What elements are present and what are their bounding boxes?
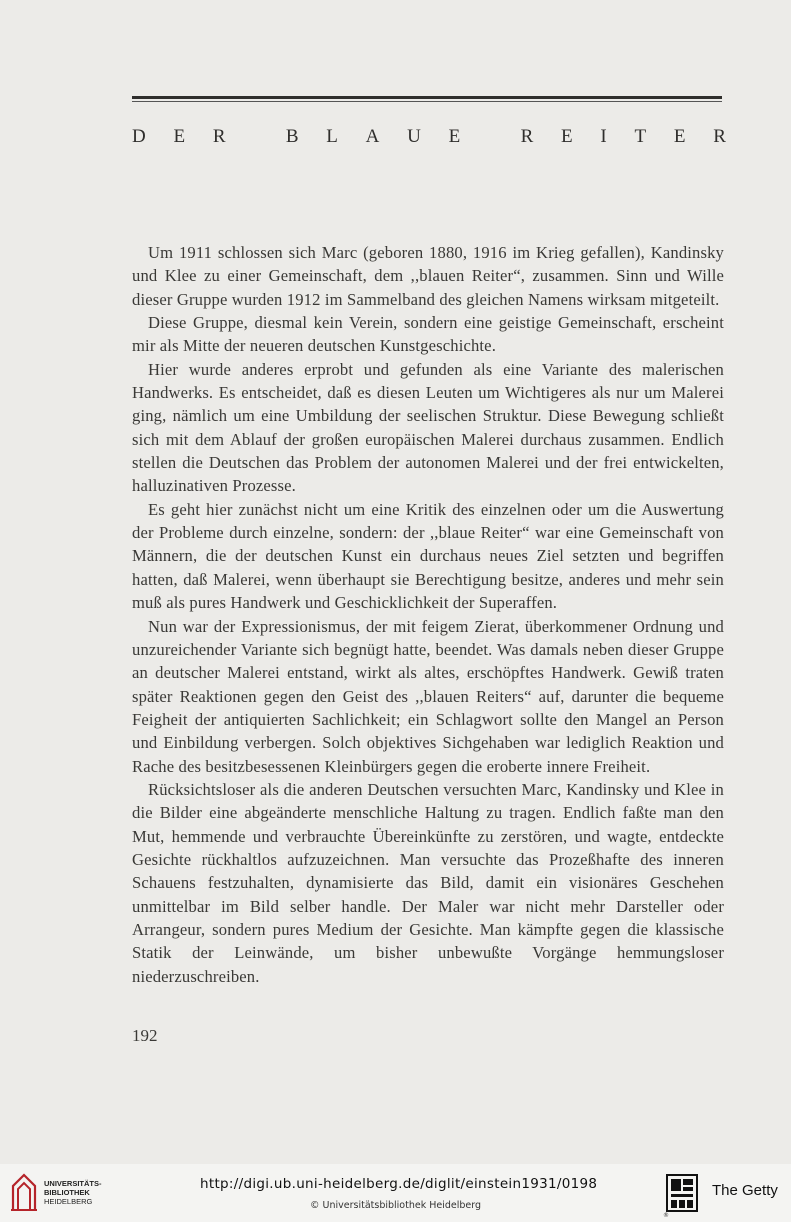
paragraph: Diese Gruppe, diesmal kein Verein, sondern eine geistige Gemeinschaft, erscheint mir als Mitte der neueren deutschen Kunstgeschichte. — [132, 313, 724, 356]
title-letter: L — [326, 126, 338, 147]
getty-logo-icon — [666, 1174, 698, 1212]
title-letter: T — [634, 126, 647, 147]
title-gap — [488, 126, 493, 148]
title-letter: R — [713, 126, 726, 147]
title-gap — [253, 126, 258, 148]
title-letter: D — [132, 126, 146, 147]
getty-name: The Getty — [712, 1182, 778, 1199]
paragraph: Hier wurde anderes erprobt und gefunden als eine Variante des malerischen Handwerks. Es entscheidet, daß es diesen Leuten um Wichtigeres als nur um Malerei ging, nämlich um eine Umbildung der seelischen Struktur. Diese Bewegung schließt sich mit dem Ablauf der großen europäischen Malerei durchaus zusammen. Endlich stellen die Deutschen das Problem der autonomen Malerei und der frei entwickelten, halluzinativen Prozesse. — [132, 359, 724, 496]
paragraph: Es geht hier zunächst nicht um eine Kritik des einzelnen oder um die Auswertung der Probleme durch einzelne, sondern: der ,,blaue Reiter“ war eine Gemeinschaft von Männern, die der deutschen Kunst ein durchaus neues Ziel setzten und begriffen hatten, daß Malerei, wenn überhaupt sie Berechtigung besitze, anderes und mehr sein muß als pures Handwerk und Geschicklichkeit der Superaffen. — [132, 499, 724, 613]
paragraph: Nun war der Expressionismus, der mit feigem Zierat, überkommener Ordnung und unzureichender Variante sich begnügt hatte, beendet. Was damals neben dieser Gruppe an deutscher Malerei entstand, wirkt als altes, erschöpftes Handwerk. Gewiß traten später Reaktionen gegen den Geist des ,,blauen Reiters“ auf, darunter die bequeme Feigheit der antiquierten Sachlichkeit; ein Schlagwort sollte den Mangel an Person und Einbildung verbergen. Solch objektives Sichgehaben war lediglich Reaktion und Rache des besitzbesessenen Kleinbürgers gegen die eroberte innere Freiheit. — [132, 616, 724, 776]
header-rule-thin — [132, 101, 722, 102]
page-number: 192 — [132, 1026, 158, 1045]
paragraph: Rücksichtsloser als die anderen Deutschen versuchten Marc, Kandinsky und Klee in die Bilder eine abgeänderte menschliche Haltung zu tragen. Endlich faßte man den Mut, hemmende und verbrauchte Übereinkünfte zu zerstören, und wagte, entdeckte Gesichte rückhaltlos aufzuzeichnen. Man versuchte das Prozeßhafte des inneren Schauens festzuhalten, dynamisierte das Bild, damit ein visionäres Geschehen unmittelbar im Bild selber handle. Der Maler war nicht mehr Darsteller oder Arrangeur, sondern pures Medium der Gesichte. Man kämpfte gegen die klassische Statik der Leinwände, um bisher unbewußte Vorgänge hemmungsloser niederzuschreiben. — [132, 779, 724, 986]
title-letter: E — [673, 126, 686, 147]
library-name-line: BIBLIOTHEK — [44, 1188, 90, 1197]
copyright-notice: © Universitätsbibliothek Heidelberg — [310, 1200, 482, 1211]
title-letter: E — [448, 126, 461, 147]
library-name — [44, 1179, 102, 1206]
running-title — [132, 126, 726, 148]
library-name-line: HEIDELBERG — [44, 1197, 93, 1206]
permalink-url[interactable]: http://digi.ub.uni-heidelberg.de/diglit/einstein1931/0198 — [200, 1176, 598, 1192]
title-letter: B — [285, 126, 299, 147]
body-text — [132, 241, 724, 988]
title-letter: R — [520, 126, 534, 147]
university-library-logo-icon — [9, 1172, 39, 1212]
header-rule-thick — [132, 96, 722, 99]
title-letter: U — [407, 126, 421, 147]
registered-mark: ® — [663, 1212, 669, 1219]
title-letter: I — [600, 126, 607, 147]
title-letter: R — [212, 126, 226, 147]
paragraph: Um 1911 schlossen sich Marc (geboren 1880, 1916 im Krieg gefallen), Kandinsky und Klee zu einer Gemeinschaft, dem ,,blauen Reiter“, zusammen. Sinn und Wille dieser Gruppe wurden 1912 im Sammelband des gleichen Namens wirksam mitgeteilt. — [132, 243, 724, 309]
title-letter: A — [365, 126, 380, 147]
library-name-line: UNIVERSITÄTS- — [44, 1179, 102, 1188]
viewer-footer — [0, 1164, 791, 1222]
title-letter: E — [561, 126, 573, 147]
title-letter: E — [173, 126, 186, 147]
